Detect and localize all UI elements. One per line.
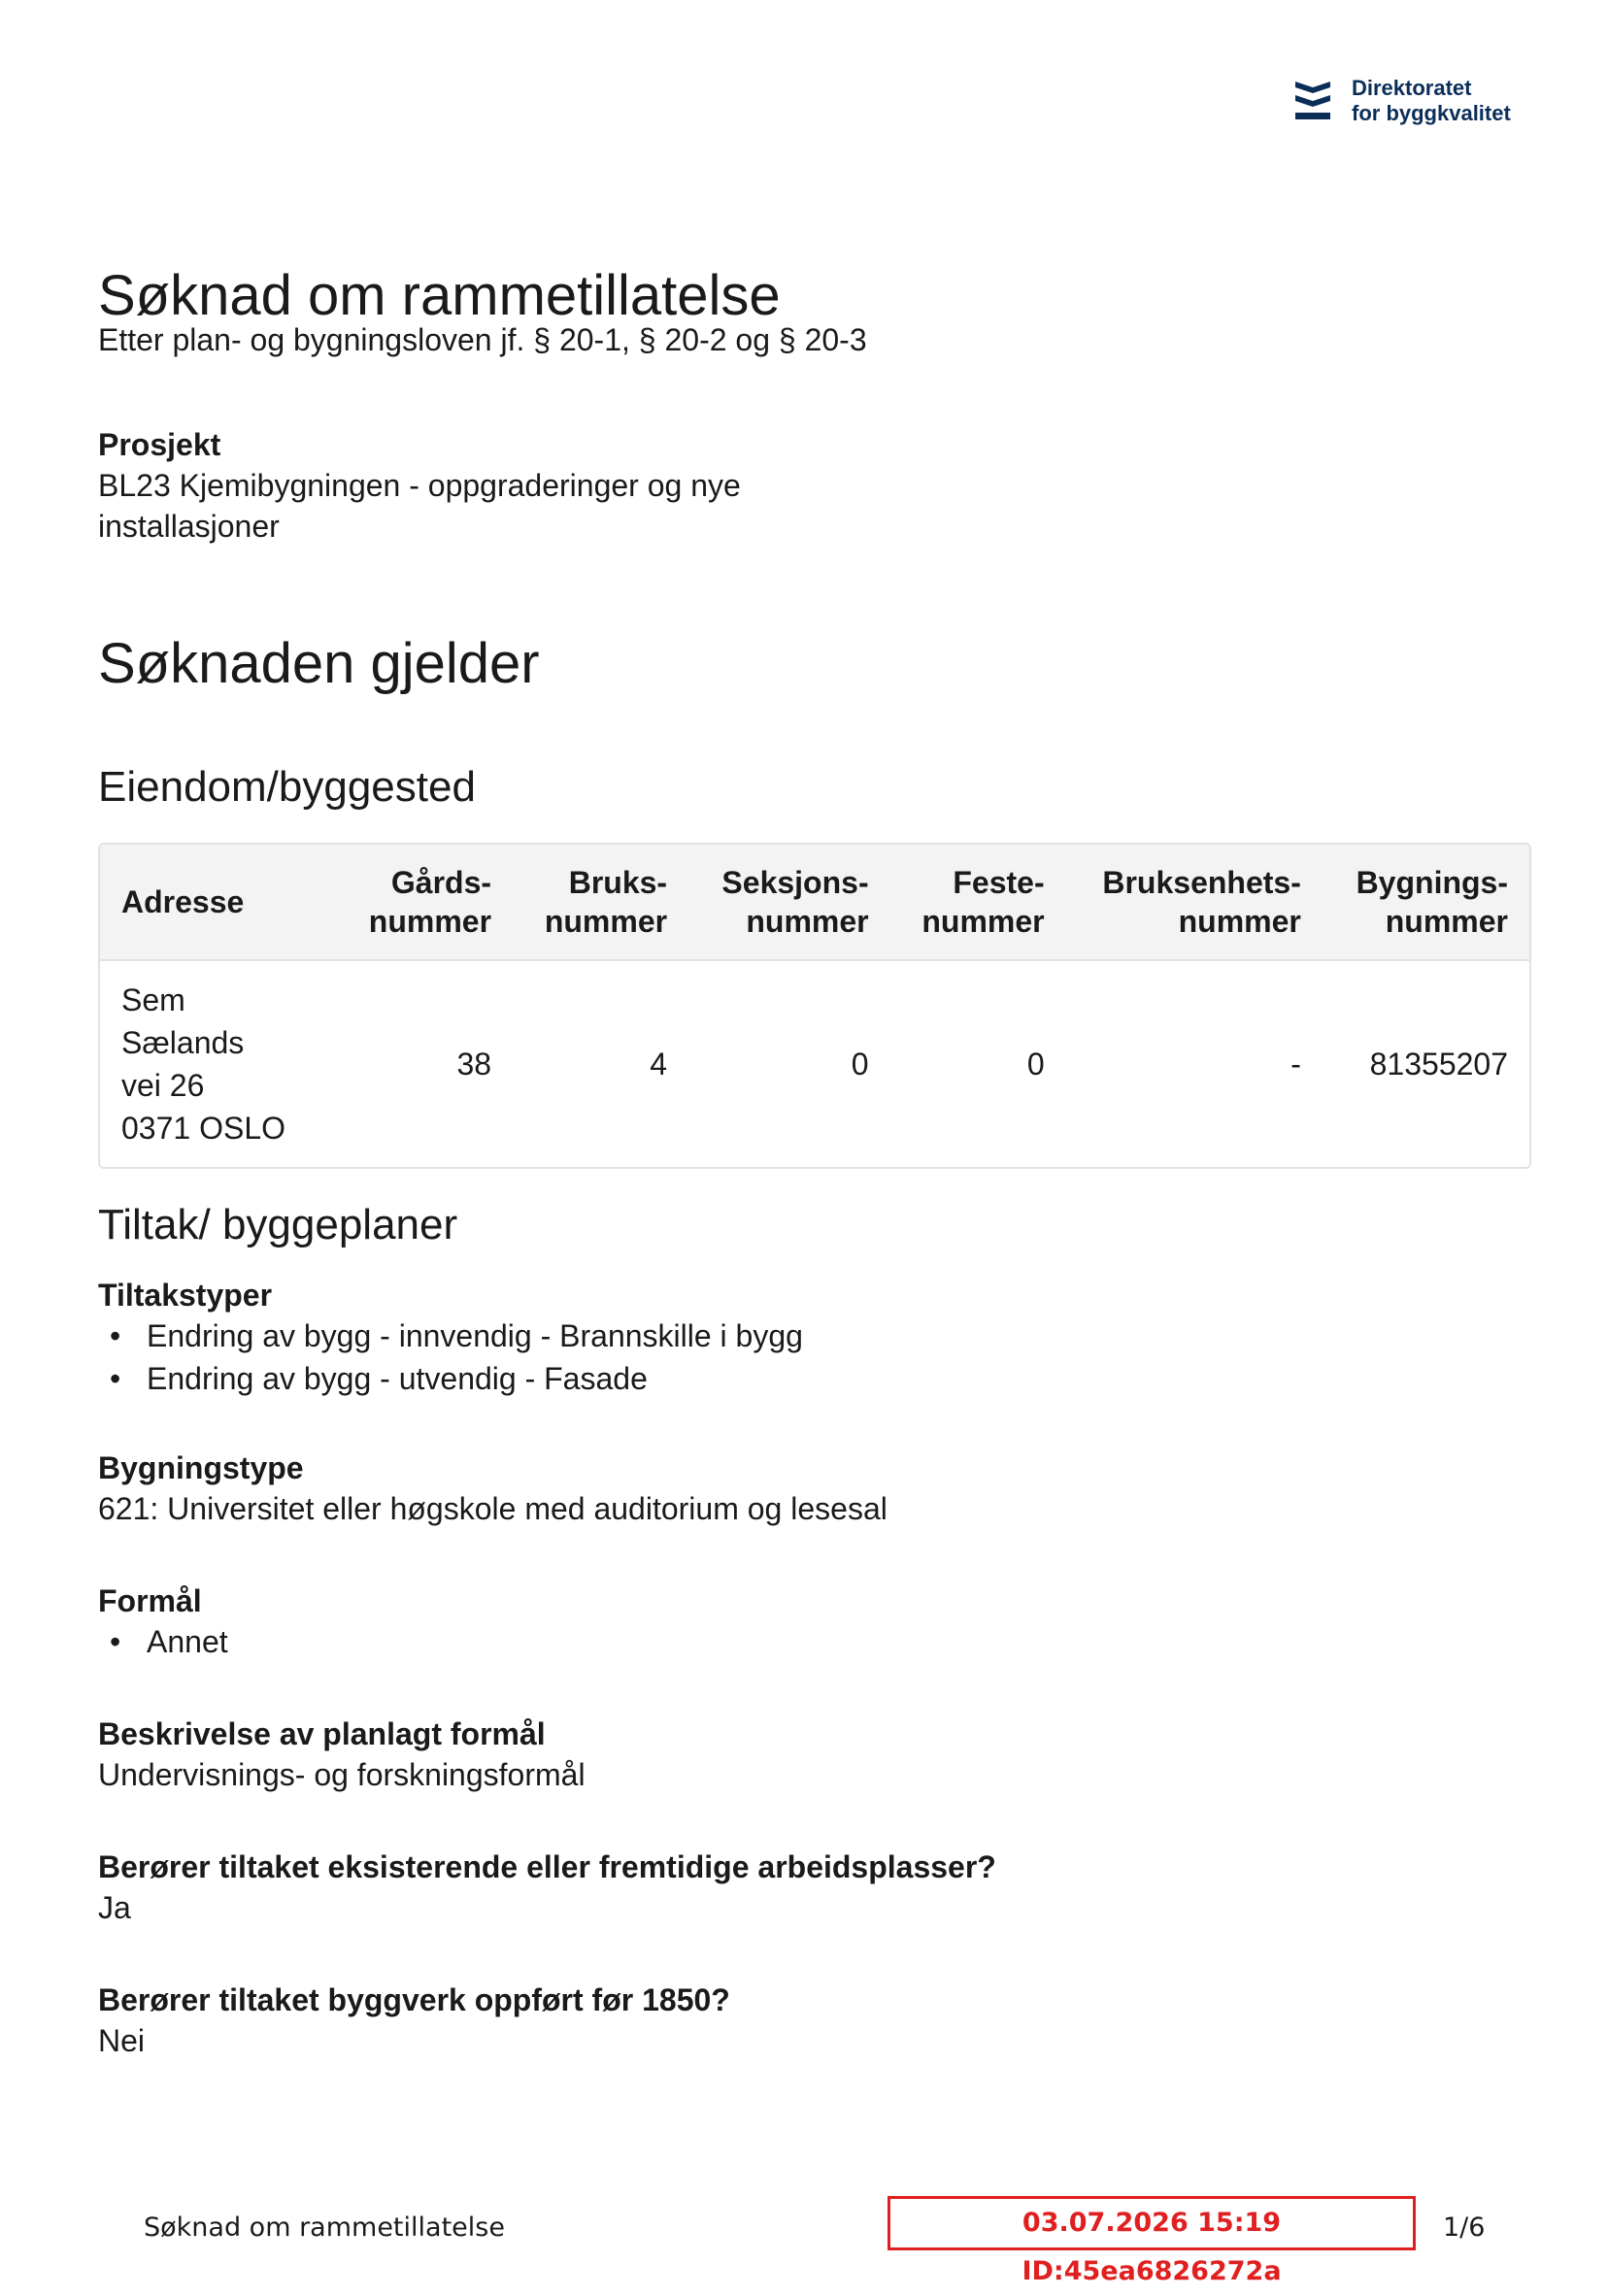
- col-header-adresse-text: Adresse: [121, 884, 245, 919]
- col-header-gardsnummer-line-2: nummer: [368, 904, 492, 939]
- cell-bruksenhetsnummer: -: [1290, 1047, 1301, 1081]
- col-header-bygningsnummer-line-1: Bygnings-: [1356, 865, 1508, 900]
- list-item: • Endring av bygg - utvendig - Fasade: [98, 1357, 803, 1400]
- arbeidsplasser-block: [98, 1847, 996, 1929]
- col-header-bruksenhetsnummer-line-1: Bruksenhets-: [1102, 865, 1301, 900]
- col-header-bruksenhetsnummer-line-2: nummer: [1178, 904, 1301, 939]
- col-header-festenummer-line-2: nummer: [921, 904, 1045, 939]
- tiltakstyper-list: [98, 1314, 803, 1400]
- col-header-bruksnummer-line-2: nummer: [544, 904, 668, 939]
- list-item: • Endring av bygg - innvendig - Brannskille i bygg: [98, 1314, 803, 1357]
- table-row: [100, 960, 1529, 1167]
- col-header-gardsnummer: [337, 845, 513, 960]
- property-table: [98, 843, 1531, 1169]
- dibk-logo-icon: [1293, 78, 1332, 124]
- list-item: • Annet: [98, 1620, 228, 1663]
- logo-line-2: for byggkvalitet: [1352, 101, 1511, 125]
- project-label: Prosjekt: [98, 427, 221, 462]
- col-header-bygningsnummer: [1323, 845, 1529, 960]
- beskrivelse-block: [98, 1714, 586, 1796]
- col-header-bruksnummer-line-1: Bruks-: [568, 865, 668, 900]
- document-subtitle: Etter plan- og bygningsloven jf. § 20-1, § 20-2 og § 20-3: [98, 322, 867, 357]
- property-table-header-row: [100, 845, 1529, 960]
- document-title: Søknad om rammetillatelse: [98, 264, 781, 327]
- beskrivelse-value: Undervisnings- og forskningsformål: [98, 1757, 586, 1792]
- pre1850-label: Berører tiltaket byggverk oppført før 1850?: [98, 1982, 730, 2017]
- property-heading: Eiendom/byggested: [98, 763, 476, 811]
- beskrivelse-label: Beskrivelse av planlagt formål: [98, 1716, 546, 1751]
- dibk-logo: [1293, 76, 1511, 126]
- logo-text: [1352, 76, 1511, 126]
- address-line-2: vei 26: [121, 1068, 205, 1103]
- pre1850-value: Nei: [98, 2023, 146, 2058]
- project-block: [98, 425, 741, 548]
- bygningstype-label: Bygningstype: [98, 1450, 304, 1485]
- col-header-bruksenhetsnummer: [1066, 845, 1323, 960]
- col-header-festenummer: [890, 845, 1066, 960]
- footer-title: Søknad om rammetillatelse: [144, 2213, 505, 2243]
- project-name-line-1: BL23 Kjemibygningen - oppgraderinger og nye: [98, 468, 741, 503]
- section-heading: Søknaden gjelder: [98, 632, 540, 695]
- col-header-festenummer-line-1: Feste-: [953, 865, 1045, 900]
- cell-bruksnummer: 4: [650, 1047, 668, 1081]
- logo-line-1: Direktoratet: [1352, 76, 1472, 100]
- cell-festenummer: 0: [1026, 1047, 1045, 1081]
- page-number: 1/6: [1443, 2213, 1486, 2243]
- address-line-3: 0371 OSLO: [121, 1111, 285, 1146]
- bygningstype-value: 621: Universitet eller høgskole med auditorium og lesesal: [98, 1491, 888, 1526]
- tiltakstyper-block: [98, 1276, 803, 1400]
- col-header-bruksnummer: [513, 845, 688, 960]
- timestamp-id-stamp: 03.07.2026 15:19 ID:45ea6826272a: [888, 2196, 1416, 2250]
- cell-gardsnummer: 38: [456, 1047, 492, 1081]
- cell-adresse: [100, 960, 337, 1167]
- col-header-gardsnummer-line-1: Gårds-: [390, 865, 492, 900]
- project-name-line-2: installasjoner: [98, 509, 280, 544]
- address-line-1: Sem Sælands: [121, 982, 245, 1060]
- col-header-seksjonsnummer-line-2: nummer: [746, 904, 869, 939]
- arbeidsplasser-value: Ja: [98, 1890, 131, 1925]
- formal-block: [98, 1581, 228, 1663]
- col-header-seksjonsnummer: [688, 845, 890, 960]
- formal-list: [98, 1620, 228, 1663]
- formal-label: Formål: [98, 1583, 202, 1618]
- cell-bygningsnummer: 81355207: [1369, 1047, 1508, 1081]
- pre1850-block: [98, 1980, 730, 2062]
- tiltakstyper-label: Tiltakstyper: [98, 1278, 273, 1313]
- col-header-bygningsnummer-line-2: nummer: [1385, 904, 1508, 939]
- arbeidsplasser-label: Berører tiltaket eksisterende eller fremtidige arbeidsplasser?: [98, 1849, 996, 1884]
- tiltak-heading: Tiltak/ byggeplaner: [98, 1201, 458, 1248]
- col-header-adresse: [100, 845, 337, 960]
- bygningstype-block: [98, 1448, 888, 1530]
- cell-seksjonsnummer: 0: [851, 1047, 869, 1081]
- col-header-seksjonsnummer-line-1: Seksjons-: [721, 865, 869, 900]
